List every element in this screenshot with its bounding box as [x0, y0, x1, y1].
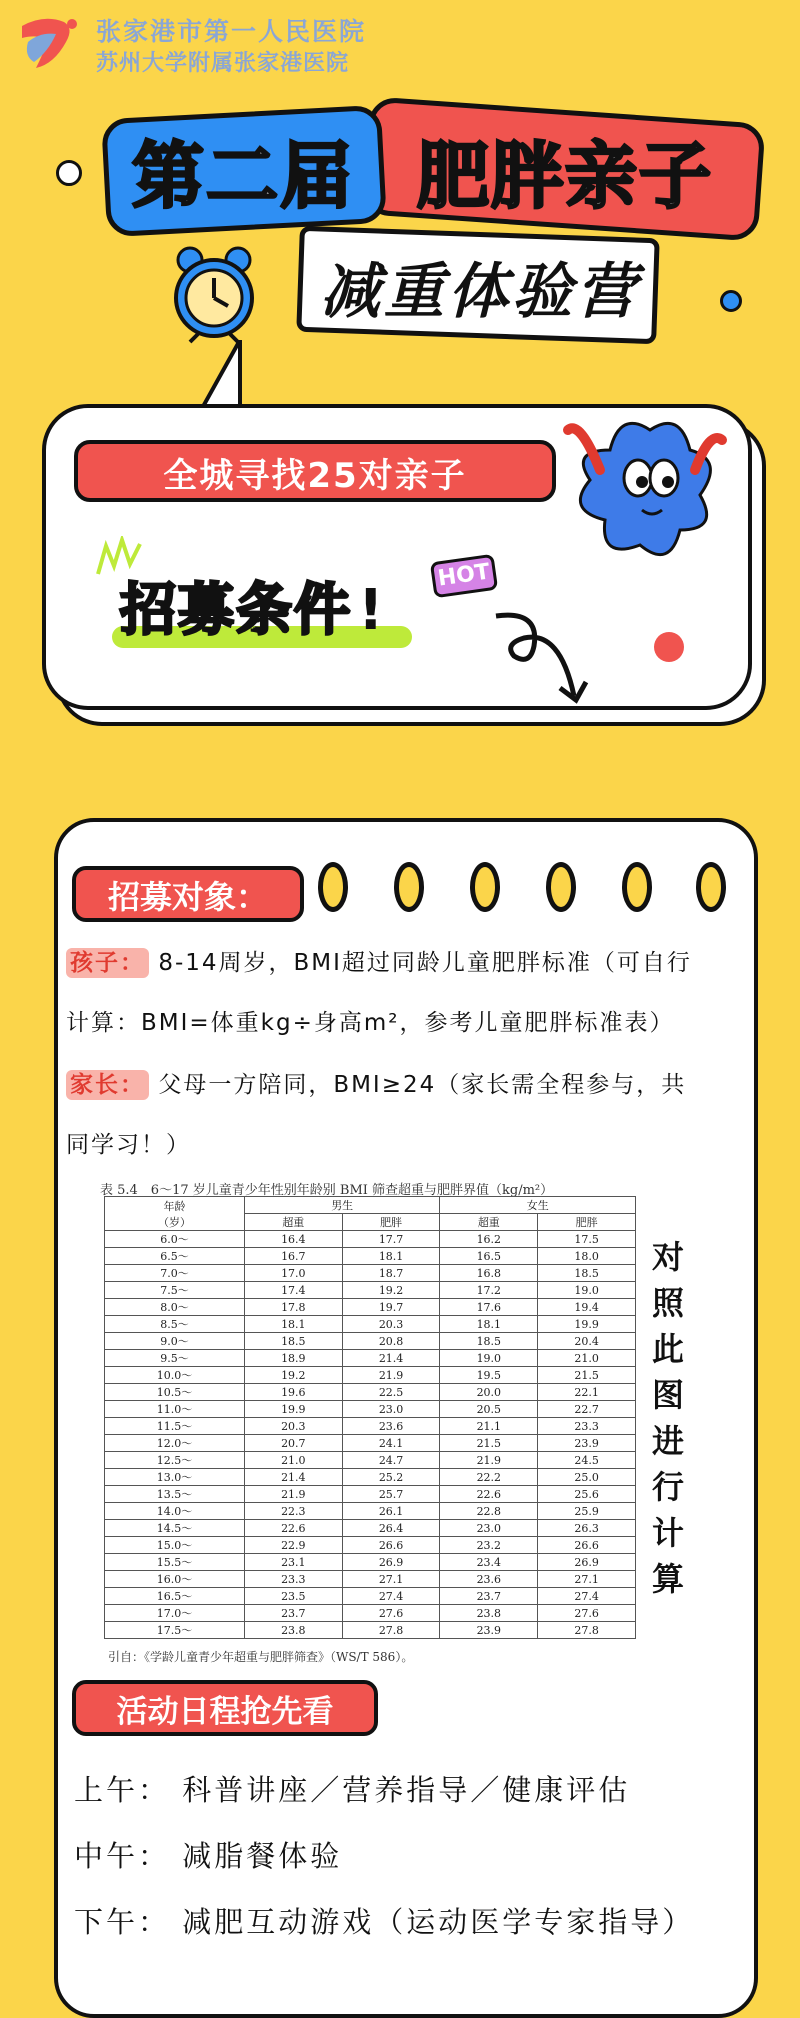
bmi-cell: 22.9 [244, 1537, 342, 1554]
bmi-cell: 21.9 [244, 1486, 342, 1503]
age-cell: 11.0～ [105, 1401, 245, 1418]
bmi-cell: 23.3 [538, 1418, 636, 1435]
table-row [105, 1265, 636, 1282]
header-female: 女生 [440, 1197, 636, 1214]
bmi-cell: 22.8 [440, 1503, 538, 1520]
table-row [105, 1299, 636, 1316]
parent-label: 家长： [66, 1070, 149, 1100]
bmi-cell: 20.5 [440, 1401, 538, 1418]
bmi-cell: 23.3 [244, 1571, 342, 1588]
age-cell: 17.5～ [105, 1622, 245, 1639]
age-cell: 7.0～ [105, 1265, 245, 1282]
bmi-cell: 23.5 [244, 1588, 342, 1605]
bmi-cell: 18.7 [342, 1265, 440, 1282]
header-overweight: 超重 [244, 1214, 342, 1231]
bmi-cell: 22.7 [538, 1401, 636, 1418]
bmi-cell: 21.4 [342, 1350, 440, 1367]
header-obese: 肥胖 [342, 1214, 440, 1231]
binder-ring [318, 862, 348, 912]
bmi-cell: 17.6 [440, 1299, 538, 1316]
bmi-cell: 24.5 [538, 1452, 636, 1469]
bmi-cell: 22.3 [244, 1503, 342, 1520]
age-cell: 7.5～ [105, 1282, 245, 1299]
hot-badge: HOT [430, 554, 498, 599]
age-cell: 13.5～ [105, 1486, 245, 1503]
table-row [105, 1503, 636, 1520]
bmi-cell: 24.1 [342, 1435, 440, 1452]
bmi-cell: 22.6 [244, 1520, 342, 1537]
bmi-cell: 19.9 [538, 1316, 636, 1333]
bmi-cell: 25.2 [342, 1469, 440, 1486]
age-cell: 6.5～ [105, 1248, 245, 1265]
child-line1: 孩子： 8-14周岁，BMI超过同龄儿童肥胖标准（可自行 [66, 944, 692, 977]
header-male: 男生 [244, 1197, 440, 1214]
age-cell: 15.5～ [105, 1554, 245, 1571]
decor-circle-blue [720, 290, 742, 312]
bmi-cell: 23.0 [440, 1520, 538, 1537]
bmi-cell: 19.7 [342, 1299, 440, 1316]
bmi-cell: 25.7 [342, 1486, 440, 1503]
age-cell: 6.0～ [105, 1231, 245, 1248]
hospital-logo-icon [14, 12, 84, 72]
bmi-cell: 21.5 [440, 1435, 538, 1452]
table-row [105, 1367, 636, 1384]
table-row [105, 1452, 636, 1469]
title-part1: 第二届 [131, 134, 354, 218]
side-note-char: 照 [651, 1284, 684, 1322]
blue-mascot-icon [560, 410, 730, 570]
bmi-cell: 23.9 [538, 1435, 636, 1452]
bmi-cell: 26.6 [538, 1537, 636, 1554]
age-cell: 17.0～ [105, 1605, 245, 1622]
age-cell: 8.5～ [105, 1316, 245, 1333]
bmi-cell: 18.1 [244, 1316, 342, 1333]
bmi-cell: 16.2 [440, 1231, 538, 1248]
bmi-cell: 19.0 [440, 1350, 538, 1367]
bmi-cell: 20.3 [244, 1418, 342, 1435]
age-cell: 12.5～ [105, 1452, 245, 1469]
bmi-cell: 18.1 [440, 1316, 538, 1333]
bmi-cell: 20.7 [244, 1435, 342, 1452]
table-row [105, 1333, 636, 1350]
age-cell: 13.0～ [105, 1469, 245, 1486]
side-note-char: 算 [651, 1560, 684, 1598]
bmi-cell: 17.5 [538, 1231, 636, 1248]
header-obese: 肥胖 [538, 1214, 636, 1231]
table-row [105, 1231, 636, 1248]
bmi-cell: 16.7 [244, 1248, 342, 1265]
bmi-cell: 21.1 [440, 1418, 538, 1435]
bmi-cell: 27.4 [342, 1588, 440, 1605]
bmi-cell: 18.5 [440, 1333, 538, 1350]
schedule-afternoon: 下午： 减肥互动游戏（运动医学专家指导） [74, 1905, 695, 1939]
table-caption: 表 5.4 6～17 岁儿童青少年性别年龄别 BMI 筛查超重与肥胖界值（kg/m²） [100, 1183, 554, 1198]
side-note-char: 计 [651, 1514, 684, 1552]
bmi-cell: 23.6 [342, 1418, 440, 1435]
binder-ring [394, 862, 424, 912]
bmi-cell: 23.9 [440, 1622, 538, 1639]
bmi-cell: 26.4 [342, 1520, 440, 1537]
bmi-cell: 27.1 [342, 1571, 440, 1588]
side-note-char: 行 [651, 1468, 684, 1506]
parent-line2: 同学习！） [66, 1132, 191, 1158]
child-label: 孩子： [66, 948, 149, 978]
bmi-cell: 27.6 [342, 1605, 440, 1622]
bmi-cell: 20.4 [538, 1333, 636, 1350]
age-cell: 10.0～ [105, 1367, 245, 1384]
header-overweight: 超重 [440, 1214, 538, 1231]
table-row [105, 1588, 636, 1605]
bmi-cell: 20.0 [440, 1384, 538, 1401]
bmi-cell: 21.4 [244, 1469, 342, 1486]
bmi-cell: 25.0 [538, 1469, 636, 1486]
table-row [105, 1486, 636, 1503]
bmi-cell: 18.1 [342, 1248, 440, 1265]
bmi-cell: 18.0 [538, 1248, 636, 1265]
bmi-cell: 16.8 [440, 1265, 538, 1282]
schedule-noon: 中午： 减脂餐体验 [74, 1839, 343, 1873]
hospital-name: 张家港市第一人民医院 [96, 17, 367, 46]
bmi-cell: 19.2 [342, 1282, 440, 1299]
table-note: 引自：《学龄儿童青少年超重与肥胖筛查》（WS/T 586）。 [108, 1650, 414, 1664]
header-age: 年龄 （岁） [105, 1197, 245, 1231]
bmi-cell: 23.7 [440, 1588, 538, 1605]
bmi-cell: 23.8 [244, 1622, 342, 1639]
table-row [105, 1571, 636, 1588]
age-cell: 16.5～ [105, 1588, 245, 1605]
age-cell: 12.0～ [105, 1435, 245, 1452]
table-row [105, 1605, 636, 1622]
age-cell: 11.5～ [105, 1418, 245, 1435]
binder-ring [622, 862, 652, 912]
schedule-heading: 活动日程抢先看 [116, 1694, 334, 1730]
recruit-title: 招募条件 ! [120, 578, 386, 643]
bmi-cell: 21.0 [244, 1452, 342, 1469]
bmi-cell: 22.1 [538, 1384, 636, 1401]
age-cell: 14.5～ [105, 1520, 245, 1537]
side-note-char: 进 [651, 1422, 684, 1460]
side-note-char: 此 [651, 1330, 684, 1368]
bmi-cell: 27.1 [538, 1571, 636, 1588]
hospital-subname: 苏州大学附属张家港医院 [96, 51, 350, 76]
bmi-cell: 21.5 [538, 1367, 636, 1384]
bmi-cell: 25.6 [538, 1486, 636, 1503]
bmi-cell: 24.7 [342, 1452, 440, 1469]
table-row [105, 1435, 636, 1452]
bmi-cell: 23.6 [440, 1571, 538, 1588]
bmi-cell: 23.7 [244, 1605, 342, 1622]
recruit-banner-text: 全城寻找25对亲子 [163, 456, 467, 496]
binder-ring [470, 862, 500, 912]
bmi-table [104, 1196, 636, 1639]
bmi-cell: 20.8 [342, 1333, 440, 1350]
bmi-cell: 19.9 [244, 1401, 342, 1418]
bmi-cell: 23.1 [244, 1554, 342, 1571]
table-row [105, 1622, 636, 1639]
bmi-cell: 19.5 [440, 1367, 538, 1384]
table-row [105, 1418, 636, 1435]
bmi-cell: 16.5 [440, 1248, 538, 1265]
bmi-cell: 23.4 [440, 1554, 538, 1571]
bmi-cell: 26.6 [342, 1537, 440, 1554]
table-row [105, 1554, 636, 1571]
side-note-char: 图 [651, 1376, 684, 1414]
table-row [105, 1316, 636, 1333]
bmi-cell: 27.8 [342, 1622, 440, 1639]
child-line2: 计算：BMI=体重kg÷身高m²，参考儿童肥胖标准表） [66, 1010, 675, 1036]
bmi-cell: 27.8 [538, 1622, 636, 1639]
bmi-cell: 17.0 [244, 1265, 342, 1282]
bmi-cell: 23.2 [440, 1537, 538, 1554]
parent-line1: 家长： 父母一方陪同，BMI≥24（家长需全程参与，共 [66, 1066, 686, 1099]
age-cell: 16.0～ [105, 1571, 245, 1588]
curly-arrow-icon [490, 600, 610, 710]
age-cell: 15.0～ [105, 1537, 245, 1554]
bmi-cell: 16.4 [244, 1231, 342, 1248]
title-part2: 肥胖亲子 [416, 134, 713, 218]
bmi-cell: 22.2 [440, 1469, 538, 1486]
bmi-cell: 22.5 [342, 1384, 440, 1401]
bmi-cell: 27.4 [538, 1588, 636, 1605]
binder-ring [696, 862, 726, 912]
side-note-char: 对 [651, 1238, 684, 1276]
bmi-cell: 17.4 [244, 1282, 342, 1299]
age-cell: 8.0～ [105, 1299, 245, 1316]
decor-circle [56, 160, 82, 186]
table-row [105, 1282, 636, 1299]
age-cell: 14.0～ [105, 1503, 245, 1520]
bmi-cell: 19.2 [244, 1367, 342, 1384]
bmi-cell: 19.6 [244, 1384, 342, 1401]
bmi-cell: 21.9 [342, 1367, 440, 1384]
bmi-cell: 26.9 [342, 1554, 440, 1571]
bmi-cell: 23.8 [440, 1605, 538, 1622]
bmi-cell: 18.5 [244, 1333, 342, 1350]
target-heading: 招募对象： [107, 878, 268, 916]
table-row [105, 1401, 636, 1418]
table-row [105, 1520, 636, 1537]
bmi-cell: 19.4 [538, 1299, 636, 1316]
title-line2: 减重体验营 [320, 257, 640, 327]
table-row [105, 1350, 636, 1367]
bmi-cell: 23.0 [342, 1401, 440, 1418]
table-row [105, 1537, 636, 1554]
bmi-cell: 21.9 [440, 1452, 538, 1469]
bmi-cell: 25.9 [538, 1503, 636, 1520]
bmi-cell: 27.6 [538, 1605, 636, 1622]
age-cell: 9.5～ [105, 1350, 245, 1367]
age-cell: 9.0～ [105, 1333, 245, 1350]
age-cell: 10.5～ [105, 1384, 245, 1401]
bmi-cell: 26.3 [538, 1520, 636, 1537]
alarm-clock-icon [168, 244, 260, 344]
decor-red-dot [654, 632, 684, 662]
bmi-cell: 17.2 [440, 1282, 538, 1299]
bmi-cell: 17.8 [244, 1299, 342, 1316]
table-row [105, 1248, 636, 1265]
bmi-cell: 18.9 [244, 1350, 342, 1367]
table-row [105, 1469, 636, 1486]
binder-ring [546, 862, 576, 912]
bmi-cell: 19.0 [538, 1282, 636, 1299]
bmi-cell: 21.0 [538, 1350, 636, 1367]
schedule-morning: 上午： 科普讲座／营养指导／健康评估 [74, 1773, 631, 1807]
bmi-cell: 17.7 [342, 1231, 440, 1248]
bmi-cell: 20.3 [342, 1316, 440, 1333]
table-row [105, 1384, 636, 1401]
side-note [648, 1234, 688, 1602]
bmi-cell: 18.5 [538, 1265, 636, 1282]
bmi-cell: 26.1 [342, 1503, 440, 1520]
bmi-cell: 26.9 [538, 1554, 636, 1571]
bmi-cell: 22.6 [440, 1486, 538, 1503]
